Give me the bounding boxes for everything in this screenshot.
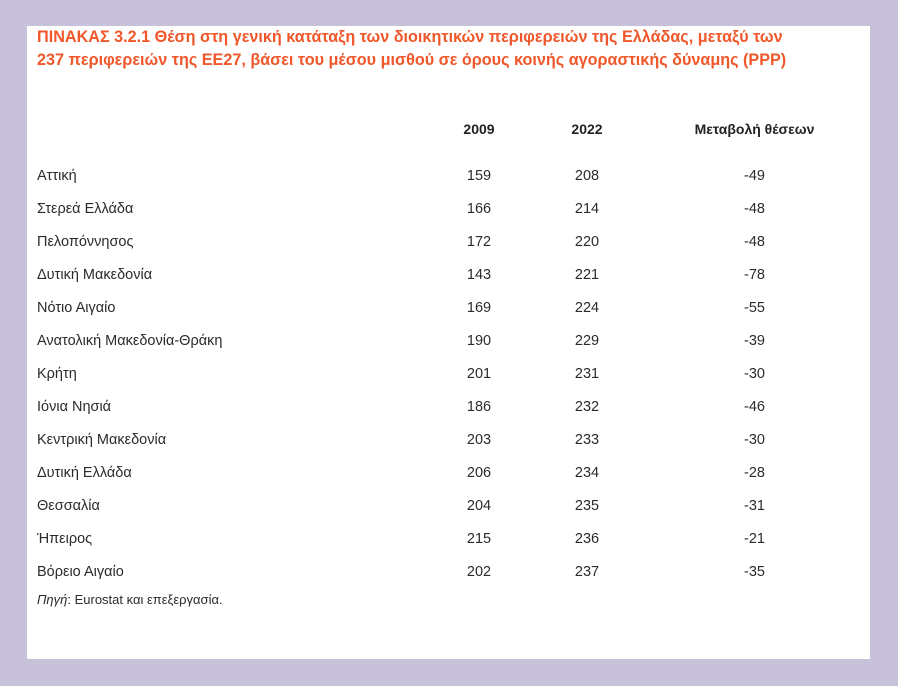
table-row <box>37 259 817 292</box>
region-cell: Ήπειρος <box>37 531 93 547</box>
change-cell: -48 <box>744 201 765 217</box>
value-2009-cell: 166 <box>466 201 492 217</box>
source-text: : Eurostat και επεξεργασία. <box>67 592 223 607</box>
value-2022-cell: 231 <box>574 366 600 382</box>
value-2022-cell: 233 <box>574 432 600 448</box>
value-2009-cell: 215 <box>466 531 492 547</box>
table-row <box>37 490 817 523</box>
value-2022-cell: 235 <box>574 498 600 514</box>
change-cell: -39 <box>744 333 765 349</box>
value-2009-cell: 186 <box>466 399 492 415</box>
value-2009-cell: 204 <box>466 498 492 514</box>
value-2009-cell: 201 <box>466 366 492 382</box>
value-2022-cell: 224 <box>574 300 600 316</box>
table-row <box>37 556 817 589</box>
change-cell: -49 <box>744 168 765 184</box>
value-2022-cell: 208 <box>574 168 600 184</box>
change-cell: -30 <box>744 366 765 382</box>
region-cell: Κρήτη <box>37 366 77 382</box>
source-note <box>37 592 223 607</box>
value-2022-cell: 220 <box>574 234 600 250</box>
region-cell: Βόρειο Αιγαίο <box>37 564 124 580</box>
value-2022-cell: 236 <box>574 531 600 547</box>
value-2009-cell: 169 <box>466 300 492 316</box>
region-cell: Κεντρική Μακεδονία <box>37 432 167 448</box>
change-cell: -30 <box>744 432 765 448</box>
value-2009-cell: 143 <box>466 267 492 283</box>
change-cell: -55 <box>744 300 765 316</box>
header-2022: 2022 <box>571 121 603 137</box>
table-row <box>37 358 817 391</box>
region-cell: Στερεά Ελλάδα <box>37 201 134 217</box>
value-2009-cell: 190 <box>466 333 492 349</box>
region-cell: Ανατολική Μακεδονία-Θράκη <box>37 333 223 349</box>
region-cell: Θεσσαλία <box>37 498 100 514</box>
table-row <box>37 523 817 556</box>
value-2009-cell: 206 <box>466 465 492 481</box>
table-row <box>37 226 817 259</box>
header-2009: 2009 <box>463 121 495 137</box>
value-2022-cell: 214 <box>574 201 600 217</box>
table-row <box>37 391 817 424</box>
change-cell: -28 <box>744 465 765 481</box>
change-cell: -48 <box>744 234 765 250</box>
value-2022-cell: 237 <box>574 564 600 580</box>
value-2009-cell: 159 <box>466 168 492 184</box>
change-cell: -21 <box>744 531 765 547</box>
change-cell: -31 <box>744 498 765 514</box>
region-cell: Νότιο Αιγαίο <box>37 300 116 316</box>
table-row <box>37 193 817 226</box>
header-change: Μεταβολή θέσεων <box>694 121 815 137</box>
table-row <box>37 457 817 490</box>
change-cell: -78 <box>744 267 765 283</box>
table-title: ΠΙΝΑΚΑΣ 3.2.1 Θέση στη γενική κατάταξη των διοικητικών περιφερειών της Ελλάδας, μεταξύ των 237 περιφερειών της ΕΕ27, βάσει του μέσου μισθού σε όρους κοινής αγοραστικής δύναμης (PPP) <box>37 28 787 69</box>
region-cell: Πελοπόννησος <box>37 234 134 250</box>
value-2022-cell: 232 <box>574 399 600 415</box>
value-2022-cell: 221 <box>574 267 600 283</box>
source-label: Πηγή <box>37 592 68 607</box>
ranking-table <box>37 116 817 589</box>
table-row <box>37 325 817 358</box>
change-cell: -35 <box>744 564 765 580</box>
value-2009-cell: 202 <box>466 564 492 580</box>
value-2009-cell: 203 <box>466 432 492 448</box>
region-cell: Αττική <box>37 168 77 184</box>
value-2022-cell: 229 <box>574 333 600 349</box>
value-2022-cell: 234 <box>574 465 600 481</box>
value-2009-cell: 172 <box>466 234 492 250</box>
table-row <box>37 424 817 457</box>
table-row <box>37 160 817 193</box>
region-cell: Δυτική Ελλάδα <box>37 465 132 481</box>
change-cell: -46 <box>744 399 765 415</box>
region-cell: Δυτική Μακεδονία <box>37 267 153 283</box>
region-cell: Ιόνια Νησιά <box>37 399 112 415</box>
table-row <box>37 292 817 325</box>
table-header-row <box>37 116 817 160</box>
